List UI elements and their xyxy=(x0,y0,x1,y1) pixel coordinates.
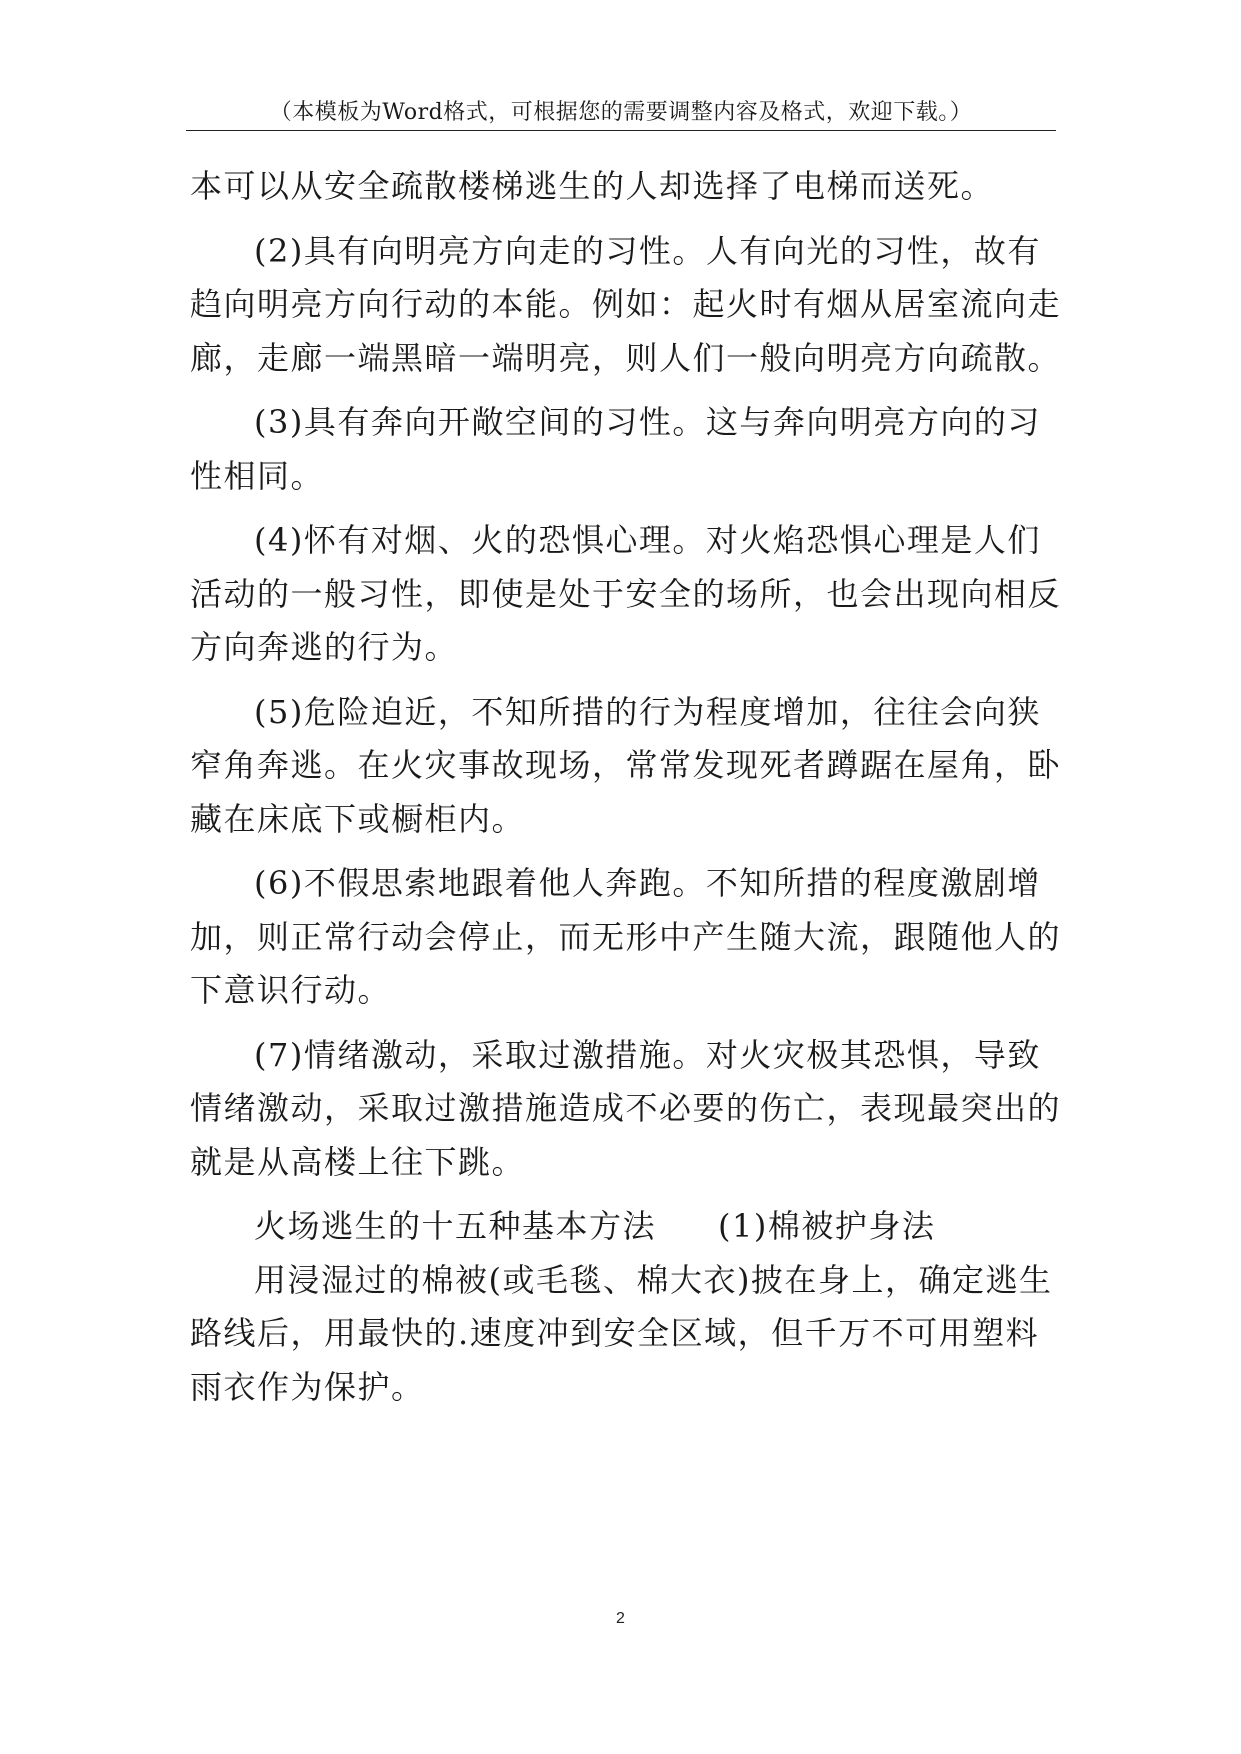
paragraph xyxy=(190,686,1062,847)
text-line: (3)具有奔向开敞空间的习性。这与奔向明亮方向的习 xyxy=(254,403,1041,441)
text-line: (4)怀有对烟、火的恐惧心理。对火焰恐惧心理是人们 xyxy=(254,521,1041,559)
text-line: 情绪激动，采取过激措施造成不必要的伤亡，表现最突出的 xyxy=(190,1089,1062,1127)
paragraph xyxy=(190,1029,1062,1190)
text-line: 加，则正常行动会停止，而无形中产生随大流，跟随他人的 xyxy=(190,917,1062,956)
header-note: （本模板为Word格式，可根据您的需要调整内容及格式，欢迎下载。） xyxy=(269,100,973,125)
paragraph xyxy=(190,857,1062,1018)
text-line: 路线后，用最快的.速度冲到安全区域，但千万不可用塑料 xyxy=(190,1314,1040,1352)
text-line: 本可以从安全疏散楼梯逃生的人却选择了电梯而送死。 xyxy=(190,167,995,205)
section-heading xyxy=(190,1200,1056,1254)
text-line: 窄角奔逃。在火灾事故现场，常常发现死者蹲踞在屋角，卧 xyxy=(190,746,1062,784)
text-line: (2)具有向明亮方向走的习性。人有向光的习性，故有 xyxy=(254,231,1041,270)
text-line: (7)情绪激动，采取过激措施。对火灾极其恐惧，导致 xyxy=(254,1035,1041,1074)
method-title: (1)棉被护身法 xyxy=(718,1207,936,1245)
text-line: 廊，走廊一端黑暗一端明亮，则人们一般向明亮方向疏散。 xyxy=(190,338,1062,377)
paragraph xyxy=(190,225,1062,386)
text-line: 趋向明亮方向行动的本能。例如：起火时有烟从居室流向走 xyxy=(190,285,1062,323)
paragraph xyxy=(190,1254,1056,1415)
section-heading-paragraph xyxy=(190,1200,1056,1254)
header-divider xyxy=(186,130,1056,131)
page-number: 2 xyxy=(616,1610,625,1627)
text-line: 雨衣作为保护。 xyxy=(190,1367,425,1406)
text-line: (6)不假思索地跟着他人奔跑。不知所措的程度激剧增 xyxy=(254,864,1041,902)
text-line: 藏在床底下或橱柜内。 xyxy=(190,799,526,838)
text-line: 下意识行动。 xyxy=(190,971,392,1009)
text-line: (5)危险迫近，不知所措的行为程度增加，往往会向狭 xyxy=(254,692,1041,731)
section-title: 火场逃生的十五种基本方法 xyxy=(254,1207,657,1245)
text-line: 性相同。 xyxy=(190,456,325,495)
text-line: 活动的一般习性，即使是处于安全的场所，也会出现向相反 xyxy=(190,574,1062,613)
paragraph xyxy=(190,396,1056,503)
text-line: 方向奔逃的行为。 xyxy=(190,628,459,666)
text-line: 就是从高楼上往下跳。 xyxy=(190,1142,526,1181)
paragraph xyxy=(190,514,1062,675)
paragraph xyxy=(190,160,1056,214)
document-body xyxy=(190,160,1062,1414)
text-line: 用浸湿过的棉被(或毛毯、棉大衣)披在身上，确定逃生 xyxy=(254,1260,1053,1299)
